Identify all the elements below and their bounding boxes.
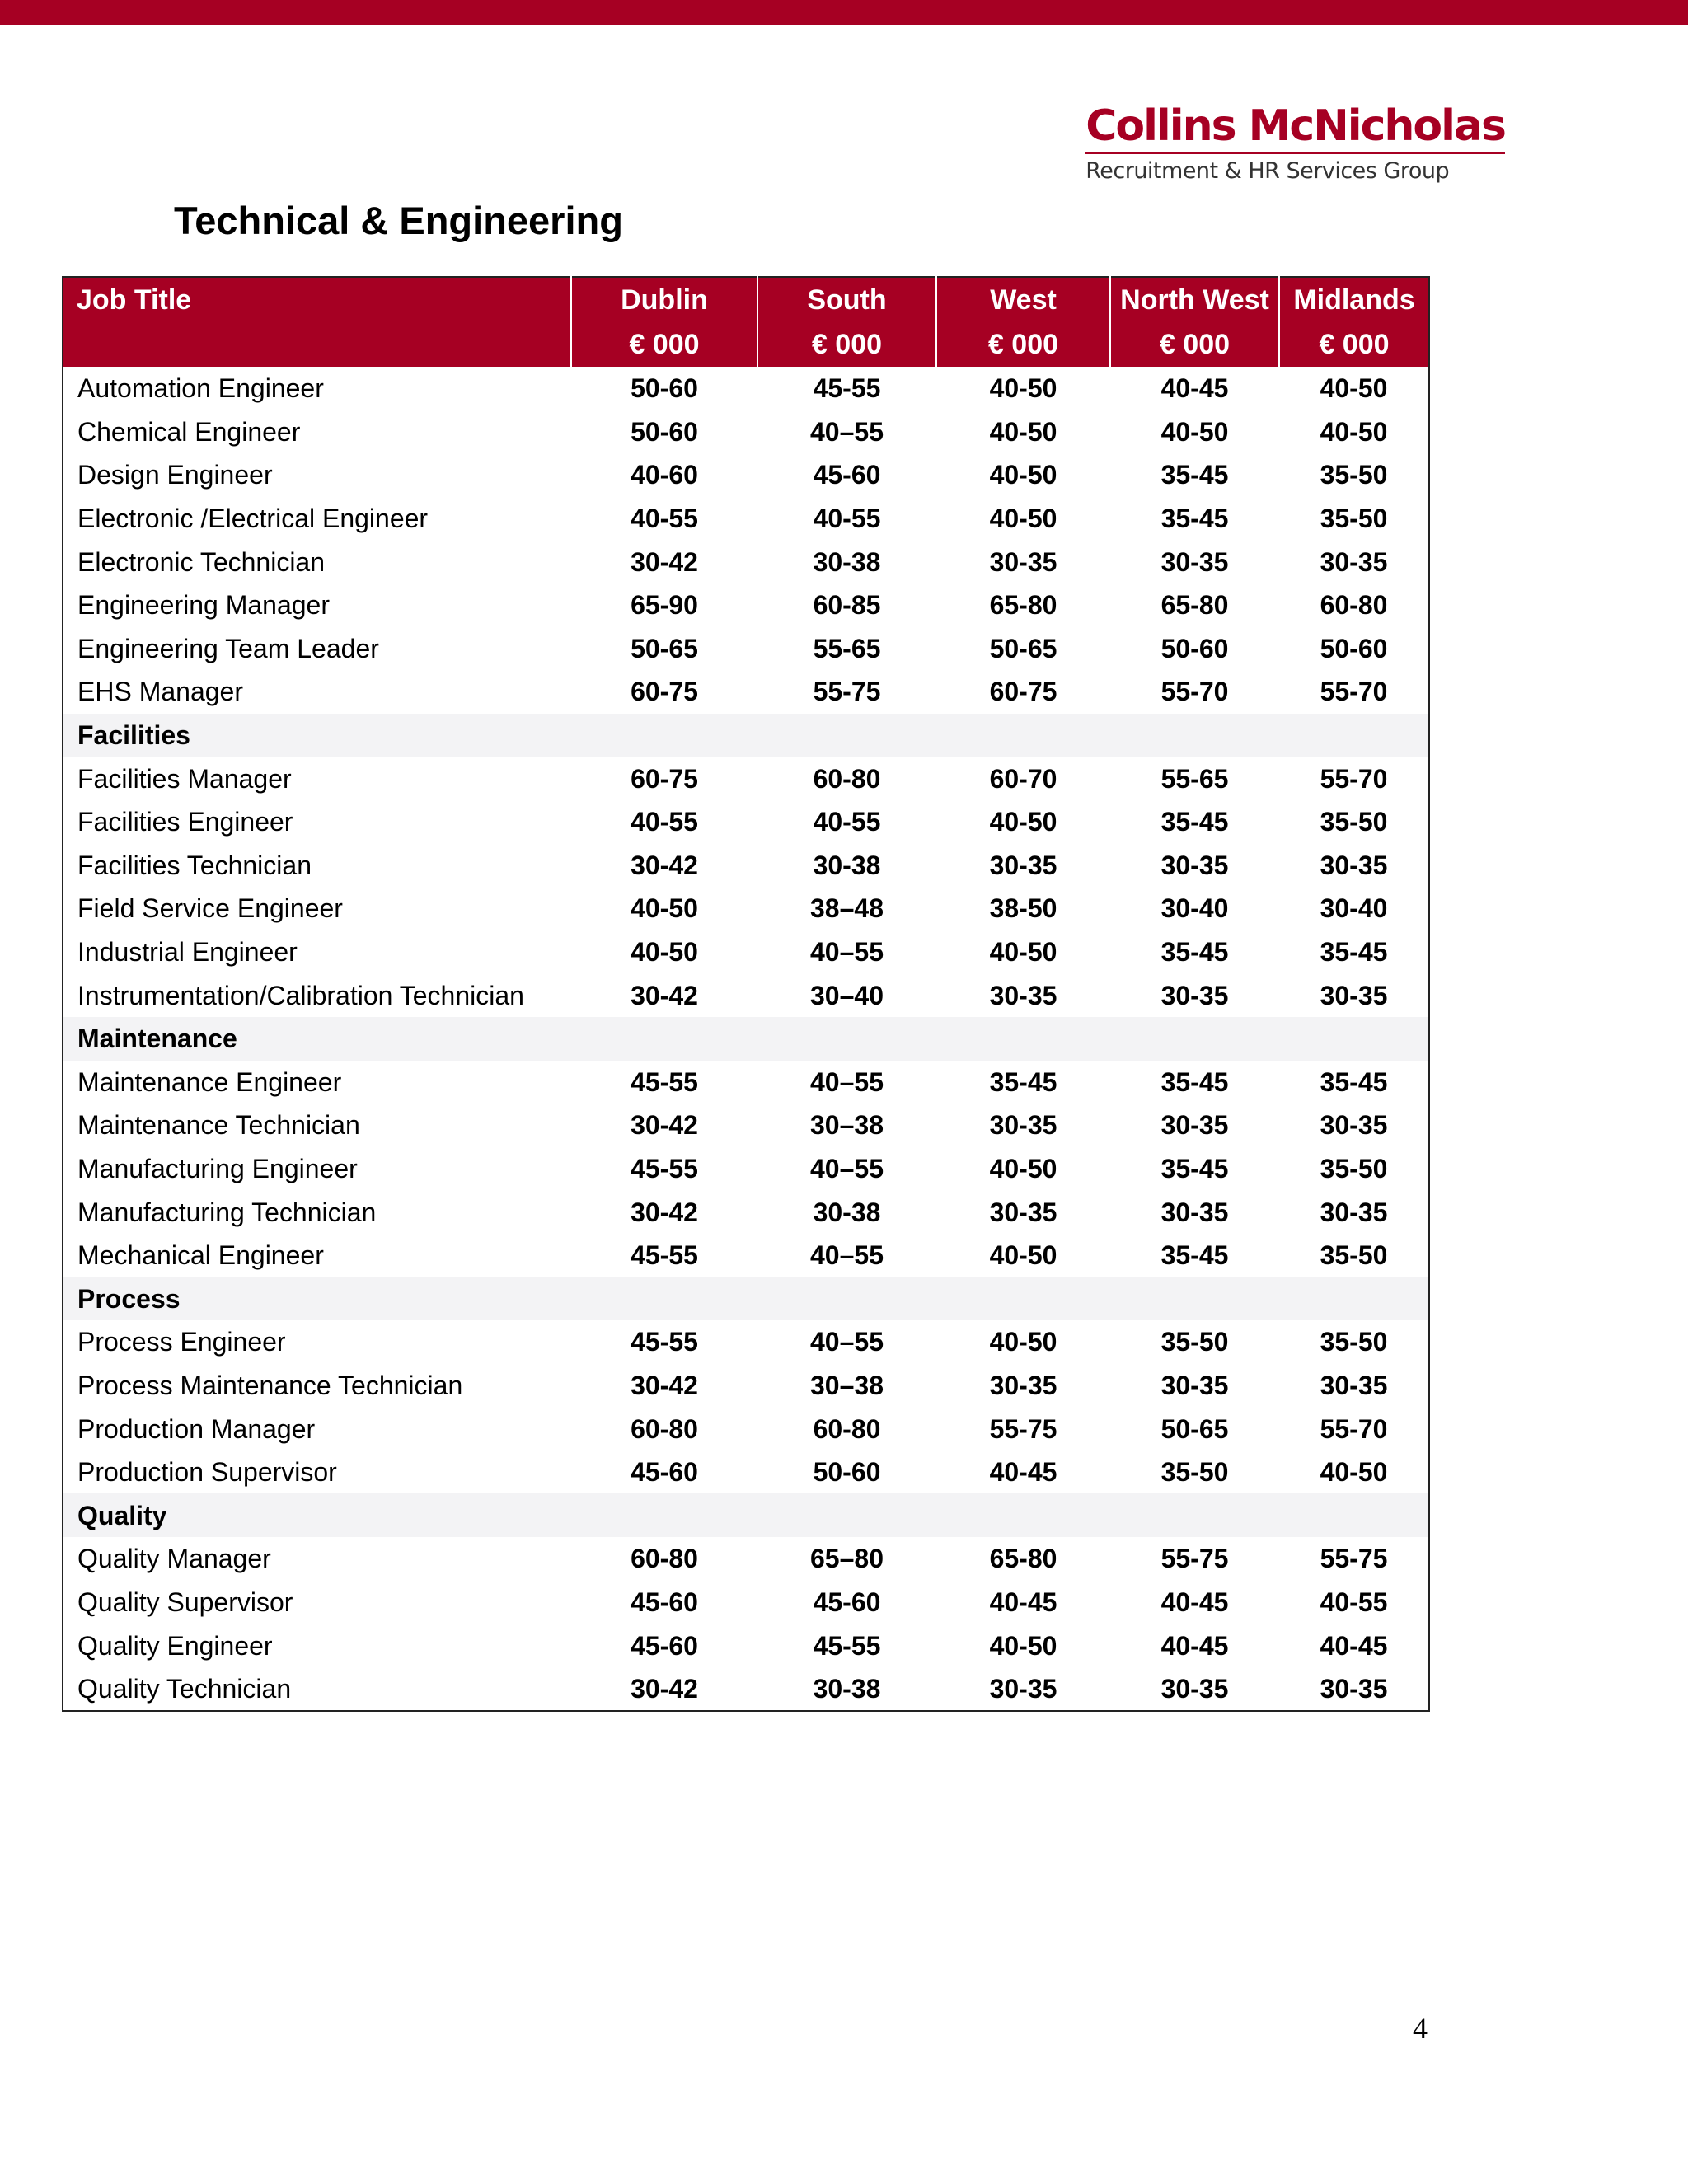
table-row <box>63 1061 1429 1104</box>
section-label: Process <box>63 1277 1429 1320</box>
salary-cell: 35-50 <box>1320 807 1388 837</box>
salary-cell: 30-38 <box>813 1197 881 1227</box>
salary-cell: 40-55 <box>631 504 698 534</box>
salary-cell: 30-42 <box>631 1674 698 1704</box>
salary-cell: 40–55 <box>810 1240 884 1271</box>
salary-cell: 35-50 <box>1320 460 1388 490</box>
salary-cell: 60-85 <box>813 590 881 621</box>
header-north-west: North West <box>1110 277 1279 322</box>
salary-cell: 38-50 <box>989 893 1057 924</box>
table-row <box>63 627 1429 671</box>
salary-cell: 40-55 <box>813 807 881 837</box>
salary-cell: 40-50 <box>989 460 1057 490</box>
salary-cell: 55-70 <box>1160 677 1229 707</box>
salary-cell: 60-70 <box>989 763 1057 794</box>
salary-cell: 30-35 <box>1320 980 1388 1010</box>
salary-cell: 55-75 <box>1160 1544 1229 1574</box>
salary-cell: 30-42 <box>631 546 698 577</box>
salary-cell: 60-75 <box>631 677 698 707</box>
salary-cell: 40–55 <box>810 416 884 447</box>
salary-cell: 40-55 <box>631 807 698 837</box>
job-title-cell: Engineering Team Leader <box>77 633 379 663</box>
salary-cell: 38–48 <box>810 893 884 924</box>
logo-rule <box>1085 152 1505 154</box>
salary-cell: 30-40 <box>1320 893 1388 924</box>
company-logo <box>1085 103 1505 184</box>
table-row <box>63 1537 1429 1581</box>
salary-cell: 35-50 <box>1160 1327 1229 1357</box>
table-row <box>63 497 1429 541</box>
unit-west: € 000 <box>936 322 1110 367</box>
salary-cell: 30-35 <box>989 850 1057 880</box>
job-title-cell: Maintenance Technician <box>77 1110 360 1141</box>
salary-cell: 40-50 <box>989 937 1057 968</box>
salary-cell: 30-35 <box>1320 1674 1388 1704</box>
table-row <box>63 973 1429 1017</box>
job-title-cell: Automation Engineer <box>77 373 324 404</box>
job-title-cell: Mechanical Engineer <box>77 1240 324 1271</box>
salary-cell: 30-35 <box>1160 1197 1229 1227</box>
page-number: 4 <box>1413 2012 1428 2045</box>
salary-cell: 30-35 <box>1160 1674 1229 1704</box>
salary-cell: 30-35 <box>1320 1197 1388 1227</box>
table-row <box>63 1364 1429 1408</box>
salary-cell: 30-42 <box>631 1370 698 1400</box>
unit-north-west: € 000 <box>1110 322 1279 367</box>
salary-cell: 30-35 <box>989 1674 1057 1704</box>
salary-cell: 40-50 <box>989 373 1057 404</box>
table-row <box>63 1667 1429 1712</box>
salary-cell: 35-45 <box>989 1066 1057 1097</box>
salary-cell: 30-38 <box>813 546 881 577</box>
table-row <box>63 1581 1429 1624</box>
table-row <box>63 1234 1429 1277</box>
table-header <box>63 277 1429 367</box>
header-row <box>63 277 1429 322</box>
salary-cell: 45-55 <box>813 373 881 404</box>
header-job-title: Job Title <box>63 277 571 322</box>
salary-cell: 35-50 <box>1320 1240 1388 1271</box>
job-title-cell: Facilities Technician <box>77 850 312 880</box>
job-title-cell: Electronic /Electrical Engineer <box>77 504 429 534</box>
salary-cell: 35-45 <box>1160 1066 1229 1097</box>
logo-tagline: Recruitment & HR Services Group <box>1085 158 1450 184</box>
salary-cell: 40-45 <box>1160 1586 1229 1617</box>
job-title-cell: Field Service Engineer <box>77 893 343 924</box>
salary-cell: 30-38 <box>813 850 881 880</box>
salary-cell: 65-80 <box>989 1544 1057 1574</box>
salary-cell: 45-60 <box>813 460 881 490</box>
salary-cell: 30-35 <box>1320 1110 1388 1141</box>
job-title-cell: Instrumentation/Calibration Technician <box>77 980 524 1010</box>
salary-cell: 50-60 <box>631 416 698 447</box>
salary-cell: 30-35 <box>989 1197 1057 1227</box>
salary-cell: 40-50 <box>631 937 698 968</box>
salary-cell: 35-45 <box>1160 504 1229 534</box>
salary-cell: 45-60 <box>813 1586 881 1617</box>
salary-cell: 30-35 <box>989 1370 1057 1400</box>
salary-cell: 65-80 <box>1160 590 1229 621</box>
table-row <box>63 800 1429 844</box>
job-title-cell: Process Maintenance Technician <box>77 1370 463 1400</box>
salary-cell: 30-42 <box>631 980 698 1010</box>
salary-cell: 40-50 <box>989 1630 1057 1661</box>
salary-cell: 60-80 <box>1320 590 1388 621</box>
salary-cell: 40-50 <box>989 504 1057 534</box>
unit-south: € 000 <box>757 322 936 367</box>
salary-cell: 40-50 <box>1320 373 1388 404</box>
salary-cell: 45-60 <box>631 1586 698 1617</box>
table-row <box>63 757 1429 800</box>
salary-cell: 35-45 <box>1160 937 1229 968</box>
job-title-cell: Manufacturing Technician <box>77 1197 377 1227</box>
table-row <box>63 410 1429 454</box>
salary-cell: 30-35 <box>1320 850 1388 880</box>
table-body <box>63 367 1429 1711</box>
job-title-cell: Quality Supervisor <box>77 1586 293 1617</box>
salary-cell: 55-75 <box>813 677 881 707</box>
job-title-cell: Engineering Manager <box>77 590 330 621</box>
salary-cell: 50-65 <box>631 633 698 663</box>
section-label: Facilities <box>63 714 1429 757</box>
salary-cell: 50-60 <box>1160 633 1229 663</box>
section-row <box>63 714 1429 757</box>
salary-cell: 55-70 <box>1320 763 1388 794</box>
job-title-cell: Production Supervisor <box>77 1457 337 1488</box>
salary-cell: 35-45 <box>1160 1240 1229 1271</box>
header-unit-row <box>63 322 1429 367</box>
table-row <box>63 1451 1429 1494</box>
salary-cell: 30-35 <box>989 546 1057 577</box>
salary-cell: 40–55 <box>810 937 884 968</box>
job-title-cell: Industrial Engineer <box>77 937 298 968</box>
salary-cell: 30–40 <box>810 980 884 1010</box>
header-dublin: Dublin <box>571 277 757 322</box>
salary-cell: 55-75 <box>1320 1544 1388 1574</box>
section-row <box>63 1017 1429 1061</box>
salary-cell: 35-45 <box>1160 1153 1229 1183</box>
table-row <box>63 1407 1429 1451</box>
salary-cell: 30-40 <box>1160 893 1229 924</box>
table-row <box>63 930 1429 974</box>
table-row <box>63 670 1429 714</box>
salary-cell: 30–38 <box>810 1110 884 1141</box>
job-title-cell: Quality Technician <box>77 1674 292 1704</box>
salary-cell: 60-80 <box>813 1413 881 1444</box>
table-row <box>63 583 1429 627</box>
logo-name: Collins McNicholas <box>1085 101 1505 151</box>
salary-cell: 45-55 <box>813 1630 881 1661</box>
table-row <box>63 367 1429 410</box>
table-row <box>63 1624 1429 1667</box>
table-row <box>63 844 1429 888</box>
table-row <box>63 1147 1429 1191</box>
table-row <box>63 1320 1429 1364</box>
salary-cell: 35-45 <box>1160 460 1229 490</box>
salary-cell: 60-75 <box>631 763 698 794</box>
salary-cell: 40-50 <box>989 1327 1057 1357</box>
salary-cell: 40-45 <box>1160 1630 1229 1661</box>
salary-cell: 35-50 <box>1320 1327 1388 1357</box>
section-row <box>63 1493 1429 1537</box>
salary-cell: 35-50 <box>1320 504 1388 534</box>
salary-cell: 50-60 <box>631 373 698 404</box>
salary-cell: 40-45 <box>989 1586 1057 1617</box>
job-title-cell: Quality Engineer <box>77 1630 273 1661</box>
salary-cell: 40-50 <box>631 893 698 924</box>
salary-table <box>62 276 1430 1712</box>
salary-cell: 40-60 <box>631 460 698 490</box>
salary-cell: 60-80 <box>813 763 881 794</box>
header-midlands: Midlands <box>1279 277 1429 322</box>
job-title-cell: Facilities Manager <box>77 763 292 794</box>
salary-cell: 40-55 <box>1320 1586 1388 1617</box>
salary-cell: 50-65 <box>989 633 1057 663</box>
job-title-cell: EHS Manager <box>77 677 243 707</box>
salary-cell: 40–55 <box>810 1153 884 1183</box>
top-accent-bar <box>0 0 1688 25</box>
header-west: West <box>936 277 1110 322</box>
salary-cell: 55-65 <box>1160 763 1229 794</box>
salary-cell: 30-42 <box>631 1197 698 1227</box>
salary-cell: 45-55 <box>631 1066 698 1097</box>
job-title-cell: Chemical Engineer <box>77 416 301 447</box>
salary-cell: 45-55 <box>631 1240 698 1271</box>
salary-cell: 55-75 <box>989 1413 1057 1444</box>
salary-cell: 30-35 <box>989 1110 1057 1141</box>
salary-cell: 55-70 <box>1320 1413 1388 1444</box>
salary-cell: 40-45 <box>1320 1630 1388 1661</box>
job-title-cell: Manufacturing Engineer <box>77 1153 358 1183</box>
salary-cell: 40–55 <box>810 1066 884 1097</box>
salary-cell: 40-50 <box>1160 416 1229 447</box>
salary-cell: 40-50 <box>989 807 1057 837</box>
salary-cell: 40-55 <box>813 504 881 534</box>
salary-cell: 60-80 <box>631 1413 698 1444</box>
salary-cell: 45-60 <box>631 1457 698 1488</box>
salary-cell: 30-42 <box>631 1110 698 1141</box>
salary-cell: 65-90 <box>631 590 698 621</box>
salary-cell: 30-35 <box>1160 980 1229 1010</box>
salary-cell: 50-65 <box>1160 1413 1229 1444</box>
salary-cell: 30-35 <box>1320 1370 1388 1400</box>
salary-cell: 50-60 <box>813 1457 881 1488</box>
job-title-cell: Maintenance Engineer <box>77 1066 342 1097</box>
salary-cell: 50-60 <box>1320 633 1388 663</box>
salary-cell: 55-70 <box>1320 677 1388 707</box>
salary-cell: 40-45 <box>1160 373 1229 404</box>
job-title-cell: Process Engineer <box>77 1327 286 1357</box>
salary-cell: 35-45 <box>1160 807 1229 837</box>
salary-cell: 30-35 <box>1160 1110 1229 1141</box>
salary-cell: 40-50 <box>1320 1457 1388 1488</box>
salary-cell: 35-50 <box>1160 1457 1229 1488</box>
salary-cell: 45-55 <box>631 1153 698 1183</box>
page-title: Technical & Engineering <box>174 199 623 242</box>
job-title-cell: Facilities Engineer <box>77 807 293 837</box>
salary-cell: 30-35 <box>1320 546 1388 577</box>
salary-cell: 55-65 <box>813 633 881 663</box>
salary-cell: 35-50 <box>1320 1153 1388 1183</box>
salary-cell: 35-45 <box>1320 1066 1388 1097</box>
salary-cell: 30-42 <box>631 850 698 880</box>
salary-cell: 40-50 <box>1320 416 1388 447</box>
unit-midlands: € 000 <box>1279 322 1429 367</box>
salary-cell: 40-45 <box>989 1457 1057 1488</box>
salary-cell: 65–80 <box>810 1544 884 1574</box>
salary-cell: 30–38 <box>810 1370 884 1400</box>
salary-cell: 40–55 <box>810 1327 884 1357</box>
table-row <box>63 540 1429 583</box>
job-title-cell: Design Engineer <box>77 460 273 490</box>
salary-cell: 45-55 <box>631 1327 698 1357</box>
job-title-cell: Quality Manager <box>77 1544 271 1574</box>
salary-cell: 60-80 <box>631 1544 698 1574</box>
job-title-cell: Production Manager <box>77 1413 316 1444</box>
header-south: South <box>757 277 936 322</box>
salary-cell: 45-60 <box>631 1630 698 1661</box>
salary-cell: 40-50 <box>989 416 1057 447</box>
unit-dublin: € 000 <box>571 322 757 367</box>
unit-job-title <box>63 322 571 367</box>
table-row <box>63 887 1429 930</box>
table-row <box>63 453 1429 497</box>
salary-cell: 40-50 <box>989 1240 1057 1271</box>
section-row <box>63 1277 1429 1320</box>
salary-cell: 40-50 <box>989 1153 1057 1183</box>
job-title-cell: Electronic Technician <box>77 546 326 577</box>
salary-cell: 30-35 <box>1160 546 1229 577</box>
salary-cell: 65-80 <box>989 590 1057 621</box>
salary-cell: 30-35 <box>989 980 1057 1010</box>
table-row <box>63 1104 1429 1147</box>
salary-cell: 60-75 <box>989 677 1057 707</box>
table-row <box>63 1190 1429 1234</box>
salary-cell: 30-35 <box>1160 1370 1229 1400</box>
salary-cell: 30-38 <box>813 1674 881 1704</box>
section-label: Quality <box>63 1493 1429 1537</box>
salary-cell: 30-35 <box>1160 850 1229 880</box>
salary-cell: 35-45 <box>1320 937 1388 968</box>
section-label: Maintenance <box>63 1017 1429 1061</box>
